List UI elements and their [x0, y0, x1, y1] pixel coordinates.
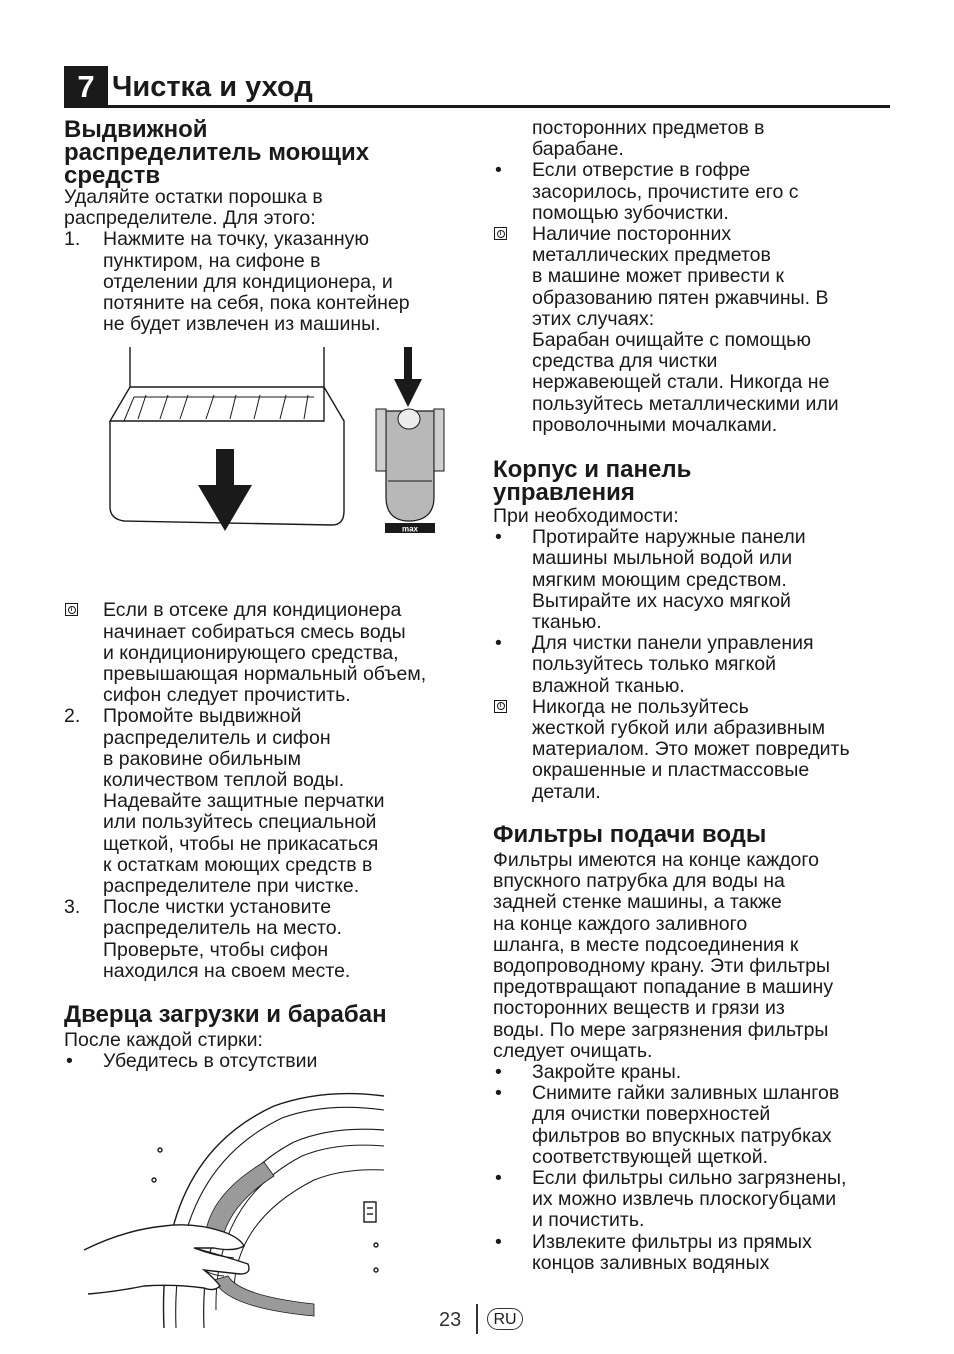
- chapter-number: 7: [64, 66, 108, 106]
- door-heading: Дверца загрузки и барабан: [64, 1001, 387, 1029]
- right-column: [493, 118, 893, 1274]
- dispenser-intro: Удаляйте остатки порошка в распределителе. Для этого:: [64, 186, 323, 230]
- door-intro: После каждой стирки:: [64, 1029, 263, 1052]
- filters-heading: Фильтры подачи воды: [493, 820, 767, 848]
- note-siphon: i Если в отсеке для кондиционера начинает собираться смесь воды и кондиционирующего средства, превышающая нормальный объем, сифон следует прочистить.: [64, 600, 464, 706]
- door-bullet-1: • Убедитесь в отсутствии: [66, 1050, 318, 1073]
- info-icon: i: [65, 603, 78, 616]
- info-icon: i: [494, 700, 507, 713]
- door-bullet-1-continued: посторонних предметов в барабане.: [532, 117, 765, 161]
- filters-bullet-2: • Снимите гайки заливных шлангов для очистки поверхностей фильтров во впускных патрубках соответствующей щеткой.: [495, 1082, 840, 1168]
- body-intro: При необходимости:: [493, 505, 679, 528]
- info-icon: i: [494, 227, 507, 240]
- dispenser-heading: Выдвижной распределитель моющих средств: [64, 116, 370, 189]
- chapter-title: Чистка и уход: [112, 71, 313, 103]
- door-bullet-2: • Если отверстие в гофре засорилось, прочистите его с помощью зубочистки.: [495, 159, 799, 224]
- body-bullet-2: • Для чистки панели управления пользуйтесь только мягкой влажной тканью.: [495, 632, 814, 697]
- chapter-header: [64, 66, 890, 108]
- dispenser-illustration: [64, 347, 464, 582]
- filters-bullet-1: • Закройте краны.: [495, 1060, 682, 1083]
- step-3: 3. После чистки установите распределитель на место. Проверьте, чтобы сифон находился на своем месте.: [64, 896, 351, 982]
- footer-divider: [476, 1304, 478, 1334]
- left-column: [64, 118, 464, 1330]
- siphon-drawing: [376, 347, 444, 534]
- step-1: 1. Нажмите на точку, указанную пунктиром, на сифоне в отделении для кондиционера, и потяните на себя, пока контейнер не будет извлечен из машины.: [64, 228, 410, 336]
- filters-paragraph: Фильтры имеются на конце каждого впускного патрубка для воды на задней стенке машины, а также на конце каждого заливного шланга, в месте подсоединения к водопроводному крану. Эти фильтры предотвращают попадание в машину посторонних веществ и грязи из воды. По мере загрязнения фильтры следует очищать.: [493, 848, 834, 1062]
- note-abrasive: i Никогда не пользуйтесь жесткой губкой или абразивным материалом. Это может повредить окрашенные и пластмассовые детали.: [493, 697, 893, 803]
- step-2: 2. Промойте выдвижной распределитель и сифон в раковине обильным количеством теплой воды. Надевайте защитные перчатки или пользуйтесь специальной щеткой, чтобы не прикасаться к остаткам моющих средств в распределителе при чистке.: [64, 705, 385, 898]
- pull-arrow-icon: [198, 449, 252, 531]
- language-badge: RU: [487, 1308, 523, 1330]
- body-heading: Корпус и панель управления: [493, 456, 692, 507]
- body-bullet-1: • Протирайте наружные панели машины мыльной водой или мягким моющим средством. Вытирайте их насухо мягкой тканью.: [495, 526, 806, 634]
- siphon-max-label: max: [401, 524, 419, 534]
- filters-bullet-3: • Если фильтры сильно загрязнены, их можно извлечь плоскогубцами и почистить.: [495, 1166, 847, 1232]
- filters-bullet-4: • Извлеките фильтры из прямых концов заливных водяных: [495, 1230, 812, 1274]
- door-drum-illustration: [64, 1080, 464, 1330]
- press-arrow-icon: [394, 379, 422, 407]
- note-rust: i Наличие посторонних металлических предметов в машине может привести к образованию пятен ржавчины. В этих случаях: Барабан очищайте с помощью средства для чистки нержавеющей стали. Никогда не пользуйтесь металлическими или проволочными мочалками.: [493, 224, 893, 436]
- page-number: 23: [439, 1309, 462, 1331]
